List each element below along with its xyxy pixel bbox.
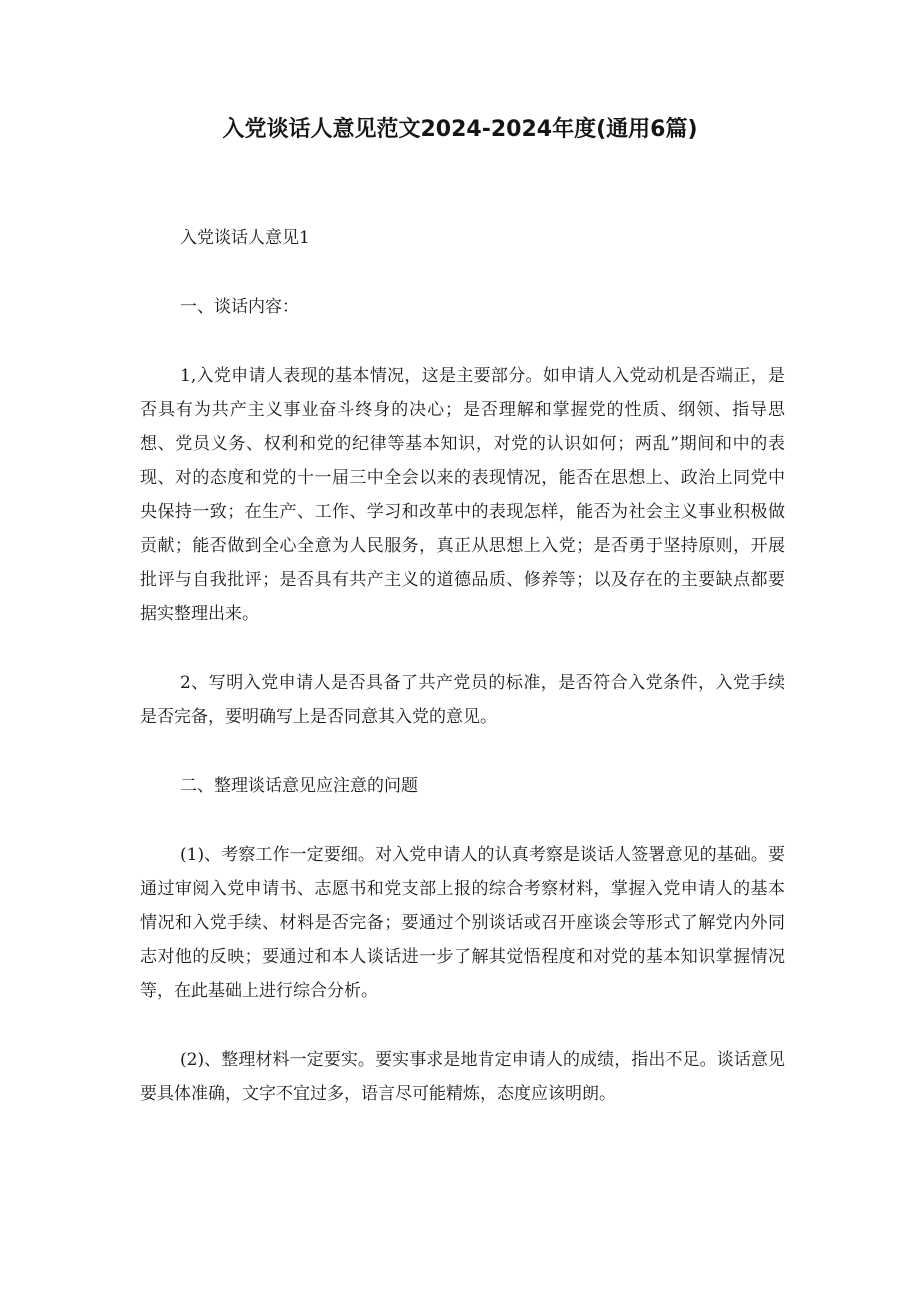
body-paragraph: 1,入党申请人表现的基本情况，这是主要部分。如申请人入党动机是否端正，是否具有为共产主义事业奋斗终身的决心；是否理解和掌握党的性质、纲领、指导思想、党员义务、权利和党的纪律等基本知识，对党的认识如何；两乱”期间和中的表现、对的态度和党的十一届三中全会以来的表现情况，能否在思想上、政治上同党中央保持一致；在生产、工作、学习和改革中的表现怎样，能否为社会主义事业积极做贡献；能否做到全心全意为人民服务，真正从思想上入党；是否勇于坚持原则，开展批评与自我批评；是否具有共产主义的道德品质、修养等；以及存在的主要缺点都要据实整理出来。 bbox=[140, 366, 785, 624]
subsection-heading: 一、谈话内容： bbox=[180, 297, 299, 317]
body-paragraph: 2、写明入党申请人是否具备了共产党员的标准，是否符合入党条件，入党手续是否完备，要明确写上是否同意其入党的意见。 bbox=[140, 673, 785, 727]
document-title: 入党谈话人意见范文2024-2024年度(通用6篇) bbox=[222, 117, 698, 142]
section-title: 入党谈话人意见1 bbox=[180, 228, 310, 248]
body-paragraph: (1)、考察工作一定要细。对入党申请人的认真考察是谈话人签署意见的基础。要通过审阅入党申请书、志愿书和党支部上报的综合考察材料，掌握入党申请人的基本情况和入党手续、材料是否完备；要通过个别谈话或召开座谈会等形式了解党内外同志对他的反映；要通过和本人谈话进一步了解其觉悟程度和对党的基本知识掌握情况等，在此基础上进行综合分析。 bbox=[140, 845, 785, 1001]
document-body bbox=[140, 221, 785, 1146]
body-paragraph: (2)、整理材料一定要实。要实事求是地肯定申请人的成绩，指出不足。谈话意见要具体准确，文字不宜过多，语言尽可能精炼，态度应该明朗。 bbox=[140, 1050, 785, 1104]
subsection-heading: 二、整理谈话意见应注意的问题 bbox=[180, 776, 418, 796]
